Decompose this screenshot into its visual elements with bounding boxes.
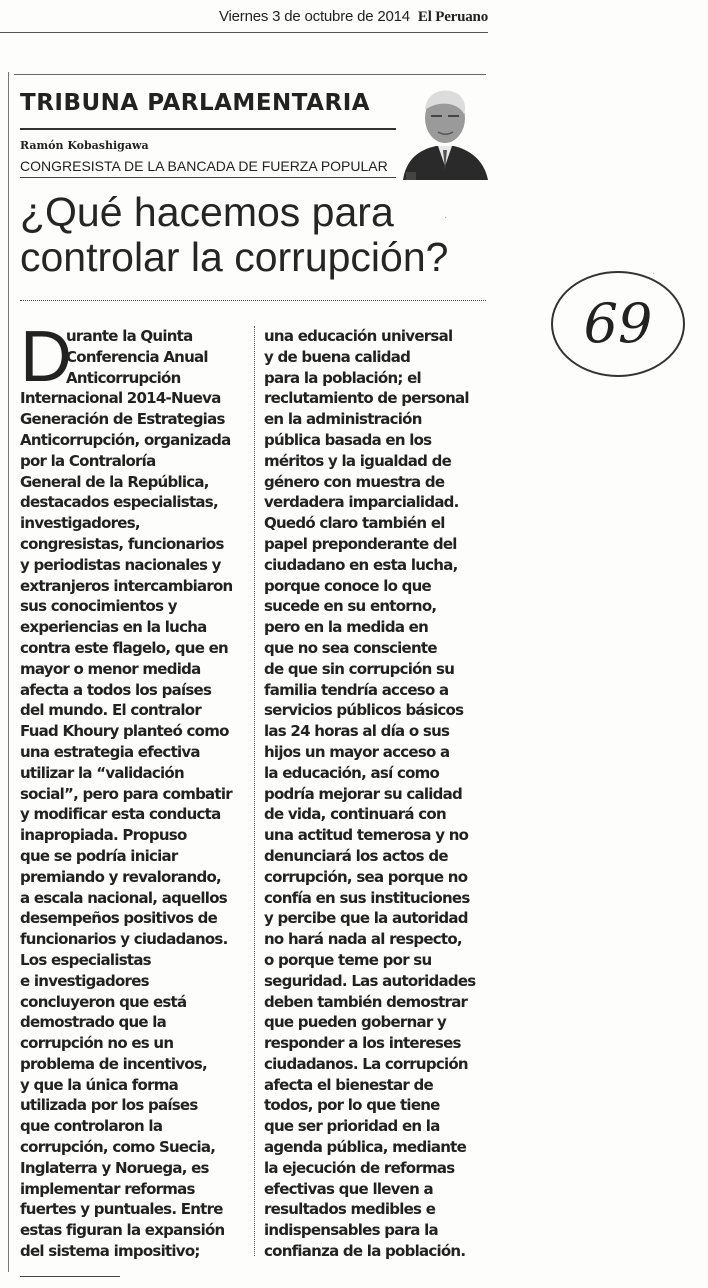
article-line: todos, por lo que tiene xyxy=(264,1096,440,1115)
article-line: confía en sus instituciones xyxy=(264,888,470,907)
article-line: e investigadores xyxy=(20,971,149,990)
handwritten-number: 69 xyxy=(583,292,653,355)
article-line: méritos y la igualdad de xyxy=(264,451,452,470)
article-line: que ser prioridad en la xyxy=(264,1117,440,1136)
article-line: que pueden gobernar y xyxy=(264,1013,447,1032)
article-line: verdadera imparcialidad. xyxy=(264,493,459,512)
article-line: problema de incentivos, xyxy=(20,1054,207,1073)
article-line: corrupción, como Suecia, xyxy=(20,1138,216,1157)
article-line: Quedó claro también el xyxy=(264,514,445,533)
author-name: Ramón Kobashigawa xyxy=(20,139,149,152)
article-line: reclutamiento de personal xyxy=(264,389,469,408)
article-line: porque conoce lo que xyxy=(264,576,431,595)
article-line: o porque teme por su xyxy=(264,950,432,969)
article-line: mayor o menor medida xyxy=(20,659,201,678)
article-line: corrupción no es un xyxy=(20,1034,174,1053)
headline xyxy=(20,190,500,280)
drop-cap: D xyxy=(20,317,72,397)
article-line: sus conocimientos y xyxy=(20,597,177,616)
article-line: responder a los intereses xyxy=(264,1034,461,1053)
article-line: implementar reformas xyxy=(20,1179,195,1198)
article-line: deben también demostrar xyxy=(264,992,468,1011)
article-line: utilizada por los países xyxy=(20,1096,198,1115)
article-line: la educación, así como xyxy=(264,763,440,782)
date-line xyxy=(0,8,488,26)
article-line: que se podría iniciar xyxy=(20,846,178,865)
article-line: resultados medibles e xyxy=(264,1200,436,1219)
article-line: Inglaterra y Noruega, es xyxy=(20,1158,209,1177)
article-line: y periodistas nacionales y xyxy=(20,555,221,574)
article-line: denunciará los actos de xyxy=(264,846,448,865)
article-column-2 xyxy=(264,326,488,1262)
article-line: urante la Quinta xyxy=(66,327,193,345)
article-line: extranjeros intercambiaron xyxy=(20,576,233,595)
article-line: y modificar esta conducta xyxy=(20,805,221,824)
article-line: del sistema impositivo; xyxy=(20,1242,200,1261)
author-portrait xyxy=(398,80,488,180)
article-line: y de buena calidad xyxy=(264,347,411,366)
article-line: papel preponderante del xyxy=(264,534,457,553)
article-line: concluyeron que está xyxy=(20,992,187,1011)
article-line: que no sea consciente xyxy=(264,638,437,657)
scan-speck: · xyxy=(444,212,448,223)
article-line: pública basada en los xyxy=(264,430,432,449)
article-line: desempeños positivos de xyxy=(20,909,218,928)
article-line: ciudadanos. La corrupción xyxy=(264,1054,468,1073)
article-line: utilizar la “validación xyxy=(20,763,184,782)
article-line: de que sin corrupción su xyxy=(264,659,455,678)
article-line: familia tendría acceso a xyxy=(264,680,449,699)
article-line: una actitud temerosa y no xyxy=(264,826,469,845)
article-line: servicios públicos básicos xyxy=(264,701,464,720)
article-column-1 xyxy=(20,317,248,1262)
article-line: una educación universal xyxy=(264,327,453,345)
article-line: indispensables para la xyxy=(264,1221,438,1240)
article-line: de vida, continuará con xyxy=(264,805,446,824)
article-line: fuertes y puntuales. Entre xyxy=(20,1200,223,1219)
article-line: para la población; el xyxy=(264,368,421,387)
article-line: agenda pública, mediante xyxy=(264,1138,466,1157)
article-line: afecta a todos los países xyxy=(20,680,212,699)
article-line: contra este flagelo, que en xyxy=(20,638,228,657)
article-line: por la Contraloría xyxy=(20,451,156,470)
author-role: CONGRESISTA DE LA BANCADA DE FUERZA POPULAR xyxy=(20,158,388,174)
article-line: seguridad. Las autoridades xyxy=(264,971,476,990)
article-line: destacados especialistas, xyxy=(20,493,218,512)
section-title: TRIBUNA PARLAMENTARIA xyxy=(20,90,371,116)
article-line: ciudadano en esta lucha, xyxy=(264,555,458,574)
footer-rule xyxy=(20,1276,120,1277)
headline-line-1: ¿Qué hacemos para xyxy=(20,189,394,235)
article-line: las 24 horas al día o sus xyxy=(264,722,450,741)
article-line: afecta el bienestar de xyxy=(264,1075,433,1094)
article-line: Conferencia Anual xyxy=(66,347,208,366)
article-line: en la administración xyxy=(264,410,422,429)
article-line: efectivas que lleven a xyxy=(264,1179,433,1198)
article-line: demostrado que la xyxy=(20,1013,167,1032)
headline-divider xyxy=(20,300,486,301)
article-line: hijos un mayor acceso a xyxy=(264,742,450,761)
article-line: Generación de Estrategias xyxy=(20,410,225,429)
publication-name: El Peruano xyxy=(417,9,488,25)
article-line: Anticorrupción, organizada xyxy=(20,430,231,449)
article-line: corrupción, sea porque no xyxy=(264,867,468,886)
article-line: premiando y revalorando, xyxy=(20,867,222,886)
article-line: inapropiada. Propuso xyxy=(20,826,187,845)
article-line: género con muestra de xyxy=(264,472,445,491)
article-line: no hará nada al respecto, xyxy=(264,930,462,949)
article-line: investigadores, xyxy=(20,514,140,533)
handwritten-number-mark xyxy=(548,268,688,380)
article-line: Los especialistas xyxy=(20,950,151,969)
article-line: una estrategia efectiva xyxy=(20,742,200,761)
article-line: confianza de la población. xyxy=(264,1242,466,1261)
article-line: la ejecución de reformas xyxy=(264,1158,455,1177)
article-line: Anticorrupción xyxy=(66,368,181,387)
header-divider xyxy=(0,32,488,33)
issue-date: Viernes 3 de octubre de 2014 xyxy=(218,8,410,25)
article-line: Internacional 2014-Nueva xyxy=(20,389,221,408)
article-line: pero en la medida en xyxy=(264,618,429,637)
article-line: funcionarios y ciudadanos. xyxy=(20,930,228,949)
article-line: sucede en su entorno, xyxy=(264,597,437,616)
scan-speck: · xyxy=(652,268,656,279)
author-bottom-rule xyxy=(20,177,396,178)
article-line: podría mejorar su calidad xyxy=(264,784,463,803)
article-line: General de la República, xyxy=(20,472,209,491)
article-line: y que la única forma xyxy=(20,1075,179,1094)
article-line: social”, pero para combatir xyxy=(20,784,232,803)
article-line: que controlaron la xyxy=(20,1117,163,1136)
column-left-rule xyxy=(8,72,9,1272)
column-divider xyxy=(254,326,255,1256)
article-line: del mundo. El contralor xyxy=(20,701,201,720)
article-line: a escala nacional, aquellos xyxy=(20,888,227,907)
article-line: Fuad Khoury planteó como xyxy=(20,722,229,741)
article-line: congresistas, funcionarios xyxy=(20,534,224,553)
article-line: estas figuran la expansión xyxy=(20,1221,225,1240)
section-top-rule xyxy=(14,74,486,75)
article-line: y percibe que la autoridad xyxy=(264,909,468,928)
headline-line-2: controlar la corrupción? xyxy=(20,234,449,280)
author-top-rule xyxy=(20,128,396,130)
article-line: experiencias en la lucha xyxy=(20,618,207,637)
